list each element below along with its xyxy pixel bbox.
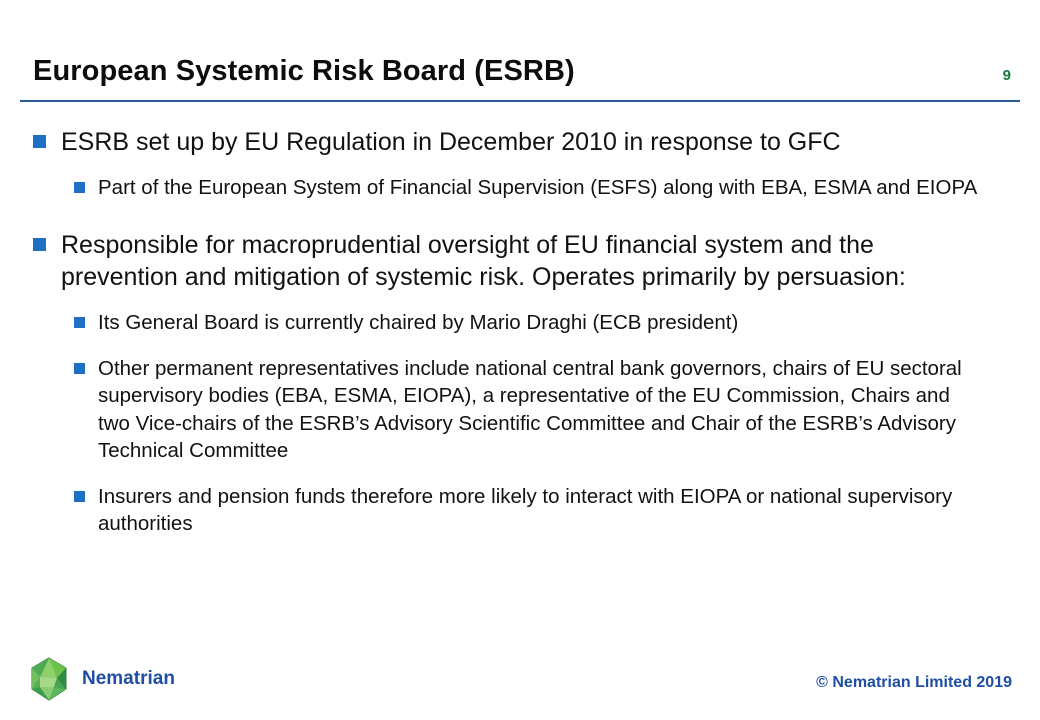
page-title: European Systemic Risk Board (ESRB) (33, 55, 575, 87)
slide-number: 9 (1002, 67, 1011, 84)
bullet-text: Insurers and pension funds therefore more likely to interact with EIOPA or national supervisory authorities (98, 484, 953, 536)
copyright-text: © Nematrian Limited 2019 (816, 674, 1012, 691)
nematrian-polyhedron-icon (26, 656, 72, 702)
brand-logo (26, 656, 175, 702)
sub-bullet-group (74, 174, 1013, 201)
bullet-square-icon (74, 317, 85, 328)
list-item (74, 483, 1013, 538)
brand-name: Nematrian (82, 668, 175, 689)
sub-bullet-group (74, 309, 1013, 537)
list-item (33, 126, 1013, 158)
bullet-text: Its General Board is currently chaired by Mario Draghi (ECB president) (98, 311, 739, 335)
title-row (33, 55, 1011, 88)
bullet-text: Part of the European System of Financial Supervision (ESFS) along with EBA, ESMA and EIOPA (98, 176, 978, 199)
slide-content (33, 126, 1013, 556)
bullet-text: ESRB set up by EU Regulation in December 2010 in response to GFC (61, 128, 841, 156)
list-item (33, 229, 1013, 293)
list-item (74, 355, 1013, 465)
list-item (74, 174, 1013, 201)
slide-footer (0, 640, 1040, 720)
list-item (74, 309, 1013, 336)
title-divider (20, 100, 1020, 102)
spacer (33, 219, 1013, 229)
bullet-square-icon (74, 363, 85, 374)
bullet-text: Responsible for macroprudential oversight of EU financial system and the prevention and mitigation of systemic risk. Operates primarily by persuasion: (61, 231, 906, 292)
bullet-square-icon (74, 491, 85, 502)
bullet-text: Other permanent representatives include national central bank governors, chairs of EU sectoral supervisory bodies (EBA, ESMA, EIOPA), a representative of the EU Commission, Chairs and two Vice-chairs of the ESRB’s Advisory Scientific Committee and Chair of the ESRB’s Advisory Technical Committee (98, 356, 962, 463)
bullet-square-icon (74, 182, 85, 193)
bullet-square-icon (33, 238, 46, 251)
bullet-square-icon (33, 135, 46, 148)
